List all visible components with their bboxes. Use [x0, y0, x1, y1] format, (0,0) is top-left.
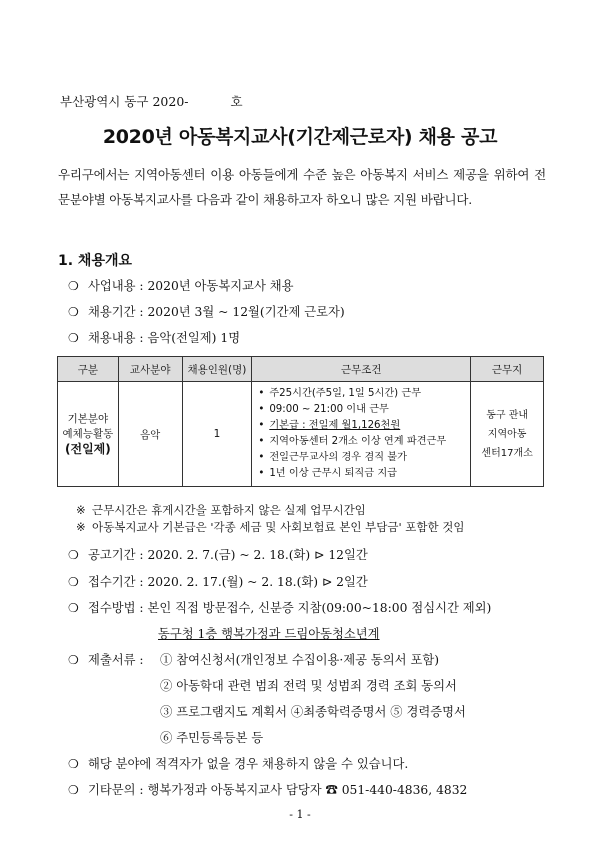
bullet-item [68, 276, 294, 294]
bullet-icon: ❍ [68, 601, 79, 615]
detail-item [68, 572, 368, 590]
office-number [60, 92, 243, 110]
note-mark: ※ [76, 520, 86, 534]
tail-text: 해당 분야에 적격자가 없을 경우 채용하지 않을 수 있습니다. [88, 757, 409, 771]
bullet-text: 채용기간 : 2020년 3월 ~ 12월(기간제 근로자) [88, 305, 345, 319]
detail-text: 접수기간 : 2020. 2. 17.(월) ~ 2. 18.(화) ⊳ 2일간 [88, 575, 368, 589]
number-suffix: 호 [230, 94, 243, 109]
bullet-icon: ❍ [68, 575, 79, 589]
condition-item: • 주25시간(주5일, 1일 5시간) 근무 [258, 386, 466, 402]
bullet-icon: ❍ [68, 757, 79, 771]
header-field: 교사분야 [118, 357, 182, 382]
category-line: 예체능활동 [62, 427, 114, 440]
workplace-line: 동구 관내 [486, 409, 529, 421]
note-item [76, 502, 366, 518]
document-line: ② 아동학대 관련 범죄 전력 및 성범죄 경력 조회 동의서 [160, 679, 457, 693]
office-name: 부산광역시 동구 2020- [60, 94, 189, 109]
bullet-text: 사업내용 : 2020년 아동복지교사 채용 [88, 279, 294, 293]
condition-item: • 지역아동센터 2개소 이상 연계 파견근무 [258, 434, 466, 450]
bullet-icon: ❍ [68, 331, 79, 345]
note-text: 근무시간은 휴게시간을 포함하지 않은 실제 업무시간임 [92, 503, 366, 517]
workplace-line: 센터17개소 [481, 447, 533, 459]
detail-text: 접수방법 : 본인 직접 방문접수, 신분증 지참(09:00~18:00 점심시간 제외) [88, 601, 492, 615]
count-cell: 1 [182, 382, 252, 487]
conditions-cell [252, 382, 471, 487]
category-line: (전일제) [65, 441, 111, 456]
bullet-text: 채용내용 : 음악(전일제) 1명 [88, 331, 241, 345]
category-line: 기본분야 [67, 412, 109, 425]
note-item [76, 519, 465, 535]
document-line: ⑥ 주민등록등본 등 [160, 731, 264, 745]
note-text: 아동복지교사 기본급은 '각종 세금 및 사회보험료 본인 부담금' 포함한 것임 [92, 520, 465, 534]
bullet-icon: ❍ [68, 653, 79, 667]
note-mark: ※ [76, 503, 86, 517]
tail-text: 기타문의 : 행복가정과 아동복지교사 담당자 ☎ 051-440-4836, 4832 [88, 783, 468, 797]
detail-text: 공고기간 : 2020. 2. 7.(금) ~ 2. 18.(화) ⊳ 12일간 [88, 548, 368, 562]
header-workplace: 근무지 [471, 357, 544, 382]
condition-item: • 기본급 : 전일제 월1,126천원 [258, 418, 466, 434]
bullet-icon: ❍ [68, 548, 79, 562]
tail-item [68, 780, 467, 798]
intro-paragraph: 우리구에서는 지역아동센터 이용 아동들에게 수준 높은 아동복지 서비스 제공을 위하여 전문분야별 아동복지교사를 다음과 같이 채용하고자 하오니 많은 지원 바랍니다. [58, 167, 546, 207]
workplace-cell [471, 382, 544, 487]
header-category: 구분 [58, 357, 119, 382]
document-line: ③ 프로그램지도 계획서 ④최종학력증명서 ⑤ 경력증명서 [160, 705, 466, 719]
condition-item: • 전일근무교사의 경우 겸직 불가 [258, 450, 466, 466]
header-count: 채용인원(명) [182, 357, 252, 382]
table-row [58, 382, 544, 487]
page-number: - 1 - [289, 808, 311, 821]
bullet-item [68, 302, 345, 320]
condition-item: • 09:00 ~ 21:00 이내 근무 [258, 402, 466, 418]
tail-item [68, 754, 408, 772]
documents-item [68, 650, 144, 668]
document-line: ① 참여신청서(개인정보 수집이용·제공 동의서 포함) [160, 653, 440, 667]
bullet-icon: ❍ [68, 305, 79, 319]
bullet-icon: ❍ [68, 279, 79, 293]
submit-place: 동구청 1층 행복가정과 드림아동청소년계 [158, 627, 380, 641]
section-heading: 1. 채용개요 [58, 253, 133, 269]
field-cell: 음악 [118, 382, 182, 487]
category-cell [58, 382, 119, 487]
detail-item [68, 598, 491, 616]
workplace-line: 지역아동 [487, 428, 527, 440]
documents-label: 제출서류 : [88, 653, 144, 667]
bullet-icon: ❍ [68, 783, 79, 797]
detail-item [68, 545, 368, 563]
page-title: 2020년 아동복지교사(기간제근로자) 채용 공고 [102, 126, 498, 148]
header-conditions: 근무조건 [252, 357, 471, 382]
bullet-item [68, 328, 240, 346]
table-header-row [58, 357, 544, 382]
condition-item: • 1년 이상 근무시 퇴직금 지급 [258, 466, 466, 482]
recruitment-table [57, 356, 544, 487]
